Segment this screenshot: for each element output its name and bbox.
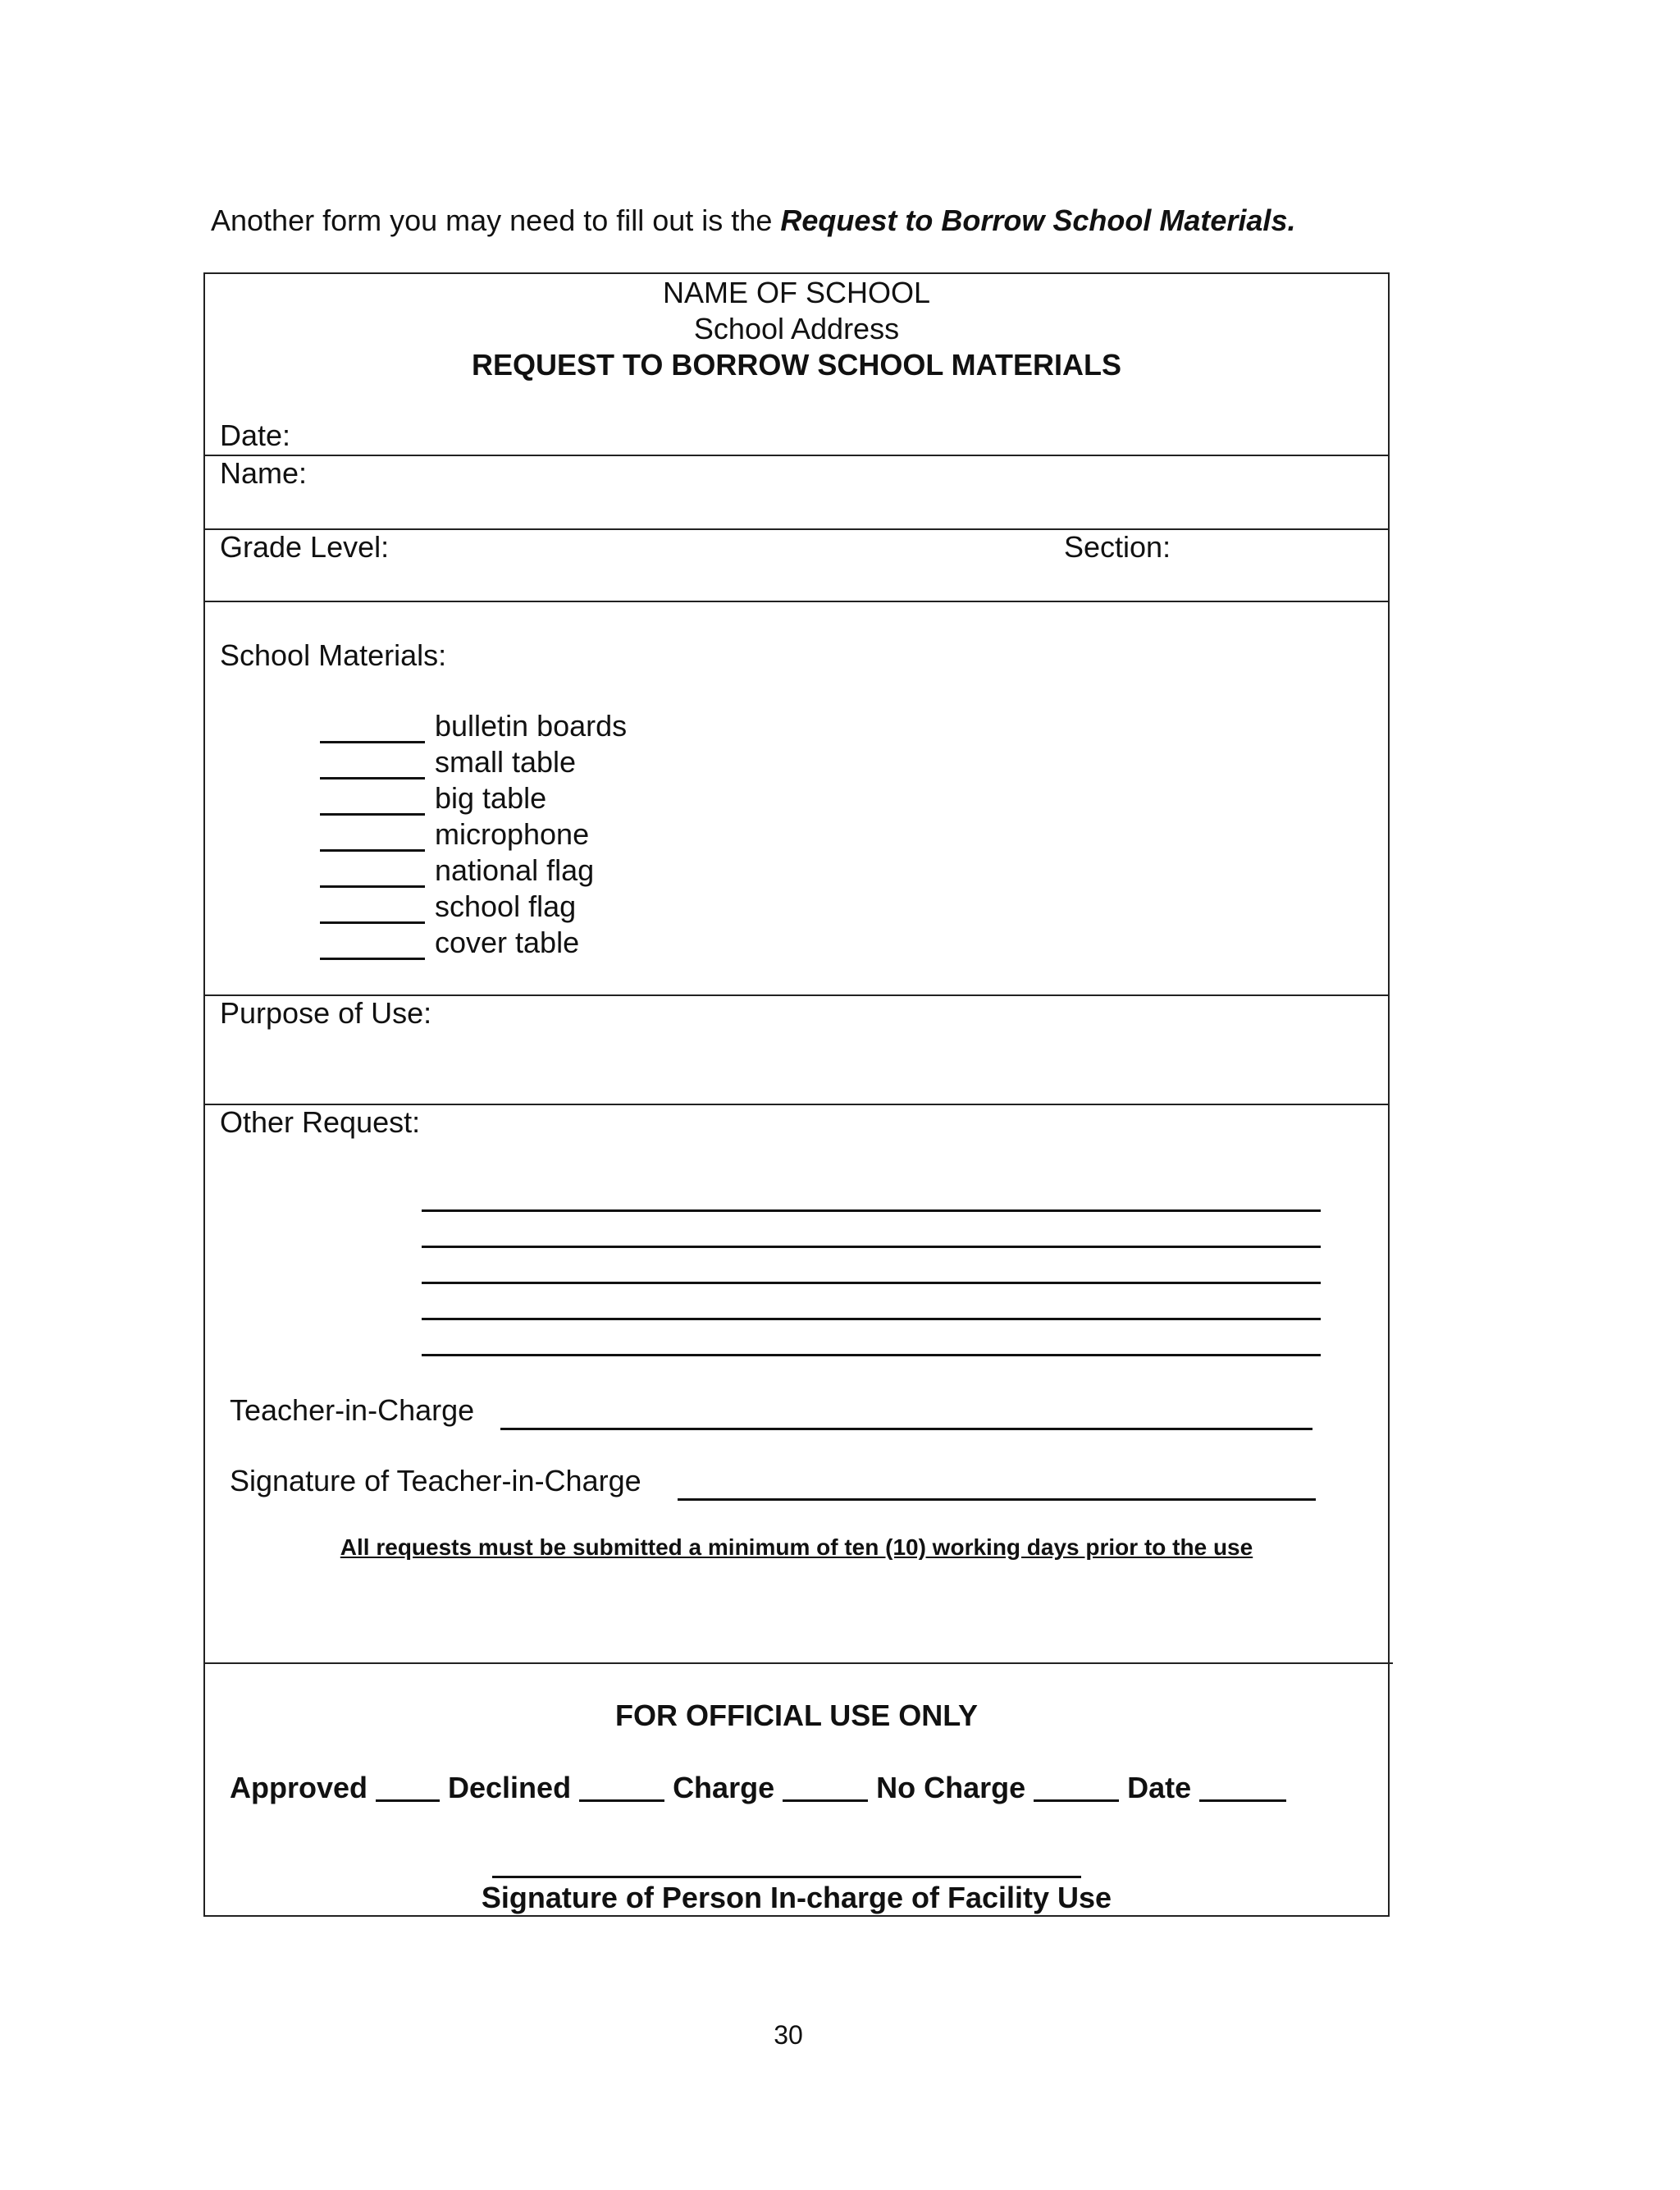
material-label: bulletin boards [435, 709, 628, 743]
borrow-request-form [203, 272, 1390, 1917]
material-checkbox-line[interactable] [320, 895, 425, 924]
official-use-heading: FOR OFFICIAL USE ONLY [614, 1699, 979, 1732]
school-name: NAME OF SCHOOL [662, 276, 931, 309]
form-name-emphasis: Request to Borrow School Materials. [780, 203, 1296, 237]
charge-label: Charge [673, 1771, 775, 1804]
submission-notice: All requests must be submitted a minimum of ten (10) working days prior to the use [340, 1534, 1253, 1560]
divider [205, 455, 1388, 456]
teacher-in-charge-label: Teacher-in-Charge [230, 1393, 475, 1427]
page-number: 30 [774, 2020, 803, 2050]
material-label: big table [435, 781, 547, 815]
declined-label: Declined [448, 1771, 572, 1804]
other-request-label: Other Request: [220, 1105, 421, 1139]
material-label: school flag [435, 889, 577, 923]
no-charge-blank[interactable] [1034, 1773, 1119, 1802]
material-item [320, 781, 546, 816]
material-item [320, 745, 576, 780]
material-checkbox-line[interactable] [320, 715, 425, 743]
school-address: School Address [693, 312, 900, 345]
charge-blank[interactable] [783, 1773, 868, 1802]
material-item [320, 926, 579, 960]
approved-label: Approved [230, 1771, 368, 1804]
other-request-line[interactable] [422, 1318, 1321, 1320]
material-label: small table [435, 745, 577, 779]
facility-signature-line[interactable] [492, 1876, 1081, 1878]
official-date-blank[interactable] [1199, 1773, 1286, 1802]
grade-level-label: Grade Level: [220, 530, 390, 564]
material-label: cover table [435, 926, 580, 959]
facility-signature-label: Signature of Person In-charge of Facility Use [481, 1881, 1112, 1914]
declined-blank[interactable] [579, 1773, 664, 1802]
material-checkbox-line[interactable] [320, 859, 425, 888]
date-label: Date: [220, 418, 291, 452]
material-checkbox-line[interactable] [320, 787, 425, 816]
official-decision-row [230, 1771, 1294, 1805]
other-request-line[interactable] [422, 1282, 1321, 1284]
purpose-label: Purpose of Use: [220, 996, 432, 1030]
intro-text: Another form you may need to fill out is the [211, 203, 781, 237]
teacher-signature-line[interactable] [678, 1498, 1316, 1501]
other-request-line[interactable] [422, 1246, 1321, 1248]
other-request-line[interactable] [422, 1209, 1321, 1212]
other-request-line[interactable] [422, 1354, 1321, 1356]
material-item [320, 709, 627, 743]
official-date-label: Date [1127, 1771, 1192, 1804]
approved-blank[interactable] [376, 1773, 440, 1802]
name-label: Name: [220, 456, 308, 490]
school-materials-label: School Materials: [220, 638, 447, 672]
material-checkbox-line[interactable] [320, 751, 425, 780]
form-title: REQUEST TO BORROW SCHOOL MATERIALS [471, 348, 1122, 382]
divider [205, 601, 1388, 602]
section-label: Section: [1064, 530, 1171, 564]
teacher-in-charge-line[interactable] [500, 1428, 1312, 1430]
material-item [320, 817, 589, 852]
no-charge-label: No Charge [876, 1771, 1026, 1804]
material-checkbox-line[interactable] [320, 823, 425, 852]
material-checkbox-line[interactable] [320, 931, 425, 960]
divider [205, 1662, 1393, 1664]
material-label: microphone [435, 817, 590, 851]
intro-sentence [211, 203, 1295, 238]
material-item [320, 889, 576, 924]
teacher-signature-label: Signature of Teacher-in-Charge [230, 1464, 641, 1497]
material-item [320, 853, 594, 888]
material-label: national flag [435, 853, 595, 887]
